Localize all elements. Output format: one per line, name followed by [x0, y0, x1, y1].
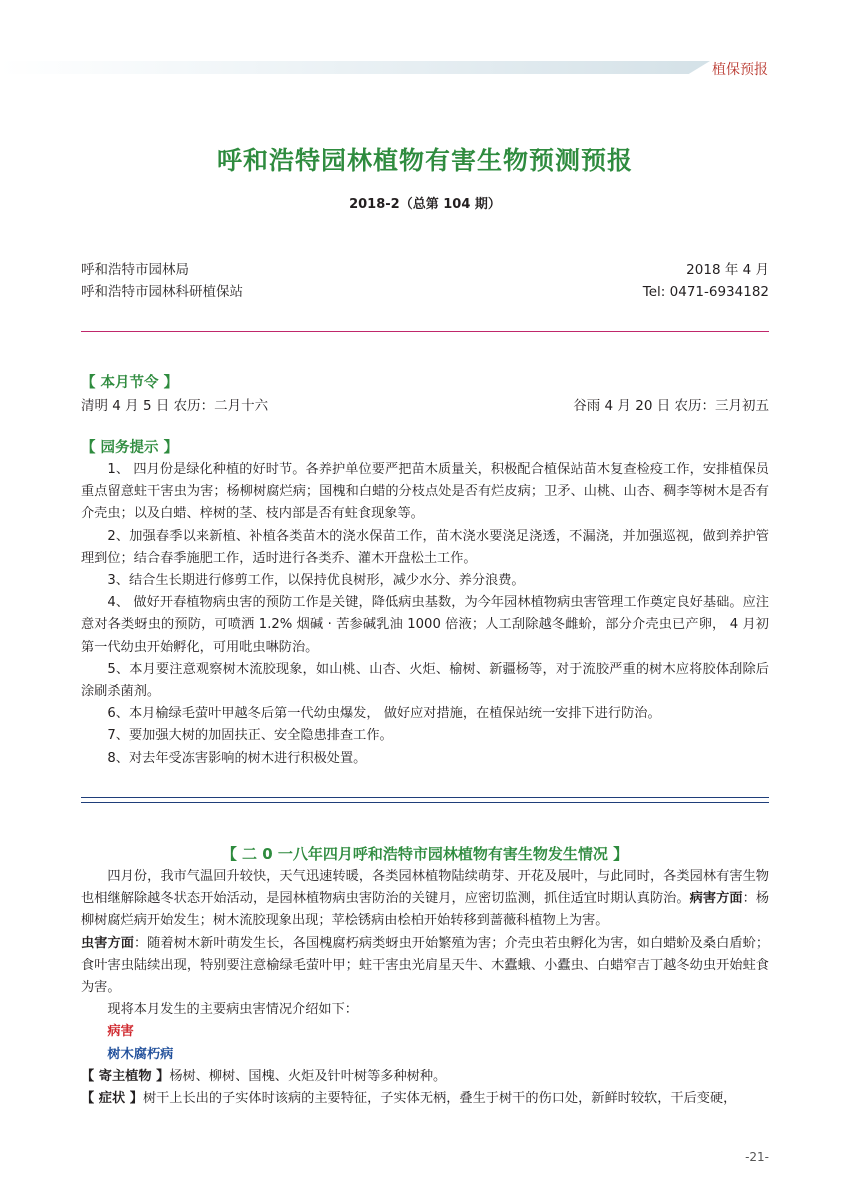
tips-list — [81, 459, 769, 770]
symptom-paragraph — [81, 1088, 769, 1110]
header-band — [0, 61, 710, 74]
tip-item: 2、加强春季以来新植、补植各类苗木的浇水保苗工作，苗木浇水要浇足浇透，不漏浇，并加强巡视，做到养护管理到位；结合春季施肥工作，适时进行各类乔、灌木开盘松土工作。 — [81, 528, 769, 566]
page-number: -21- — [745, 1150, 769, 1164]
publisher-org2: 呼和浩特市园林科研植保站 — [81, 284, 243, 300]
disease-name: 树木腐朽病 — [107, 1046, 174, 1062]
publish-date: 2018 年 4 月 — [686, 262, 769, 278]
tip-item: 8、对去年受冻害影响的树木进行积极处置。 — [107, 750, 367, 766]
tips-heading: 【 园务提示 】 — [81, 440, 179, 456]
tip-item: 6、本月榆绿毛萤叶甲越冬后第一代幼虫爆发， 做好应对措施，在植保站统一安排下进行防治。 — [107, 706, 661, 722]
host-paragraph — [81, 1066, 769, 1088]
solar-term-1: 清明 4 月 5 日 农历：二月十六 — [81, 398, 269, 414]
publisher-block — [81, 259, 243, 303]
report-heading: 【 二 0 一八年四月呼和浩特市园林植物有害生物发生情况 】 — [221, 845, 629, 863]
section-divider — [81, 797, 769, 803]
date-tel-block — [643, 259, 769, 303]
tip-item: 7、要加强大树的加固扶正、安全隐患排查工作。 — [107, 728, 393, 744]
lead-paragraph: 现将本月发生的主要病虫害情况介绍如下： — [107, 1002, 358, 1018]
symptom-label: 【 症状 】 — [81, 1091, 143, 1107]
document-title: 呼和浩特园林植物有害生物预测预报 — [216, 146, 633, 175]
telephone: Tel: 0471-6934182 — [642, 284, 769, 300]
host-label: 【 寄主植物 】 — [81, 1068, 170, 1084]
solar-term-2: 谷雨 4 月 20 日 农历：三月初五 — [573, 398, 769, 414]
solar-terms-line — [81, 394, 769, 414]
pest-paragraph — [81, 933, 769, 1000]
tip-item: 4、 做好开春植物病虫害的预防工作是关键，降低病虫基数，为今年园林植物病虫害管理工作奠定良好基础。应注意对各类蚜虫的预防，可喷洒 1.2% 烟碱 · 苦参碱乳油 1000 倍液；人工刮除越冬雌蚧，部分介壳虫已产卵， 4 月初第一代幼虫开始孵化，可用吡虫啉防治。 — [81, 595, 769, 655]
solar-terms-heading: 【 本月节令 】 — [81, 375, 179, 391]
disease-label: 病害方面 — [689, 891, 743, 907]
report-intro — [81, 866, 769, 933]
publisher-org1: 呼和浩特市园林局 — [81, 262, 189, 278]
tip-item: 1、 四月份是绿化种植的好时节。各养护单位要严把苗木质量关，积极配合植保站苗木复查检疫工作，安排植保员重点留意蛀干害虫为害；杨柳树腐烂病；国槐和白蜡的分枝点处是否有烂皮病；卫矛、山桃、山杏、稠李等树木是否有介壳虫；以及白蜡、梓树的茎、枝内部是否有蛀食现象等。 — [81, 462, 769, 522]
host-text: 杨树、柳树、国槐、火炬及针叶树等多种树种。 — [169, 1068, 447, 1084]
pest-text: ：随着树木新叶萌发生长，各国槐腐朽病类蚜虫开始繁殖为害；介壳虫若虫孵化为害，如白蜡蚧及桑白盾蚧；食叶害虫陆续出现，特别要注意榆绿毛萤叶甲；蛀干害虫光肩星天牛、木蠹蛾、小蠹虫、白蜡窄吉丁越冬幼虫开始蛀食为害。 — [81, 935, 770, 996]
category-label: 病害 — [107, 1024, 134, 1040]
section-tag: 植保预报 — [712, 62, 768, 78]
symptom-text: 树干上长出的子实体时该病的主要特征，子实体无柄，叠生于树干的伤口处，新鲜时较软，干后变硬， — [142, 1091, 737, 1107]
issue-number: 2018-2（总第 104 期） — [349, 197, 501, 212]
report-body — [81, 866, 769, 1110]
intro-text: 四月份，我市气温回升较快，天气迅速转暖，各类园林植物陆续萌芽、开花及展叶，与此同时，各类园林有害生物也相继解除越冬状态开始活动，是园林植物病虫害防治的关键月，应密切监测，抓住适宜时期认真防治。 — [81, 869, 769, 907]
pest-label: 虫害方面 — [81, 935, 134, 951]
tip-item: 5、本月要注意观察树木流胶现象，如山桃、山杏、火炬、榆树、新疆杨等，对于流胶严重的树木应将胶体刮除后涂刷杀菌剂。 — [81, 661, 769, 700]
header-divider — [81, 331, 769, 332]
tip-item: 3、结合生长期进行修剪工作，以保持优良树形，减少水分、养分浪费。 — [107, 573, 525, 589]
disease-text: ：杨柳树腐烂病开始发生；树木流胶现象出现；苹桧锈病由桧柏开始转移到蔷薇科植物上为害。 — [81, 891, 770, 929]
